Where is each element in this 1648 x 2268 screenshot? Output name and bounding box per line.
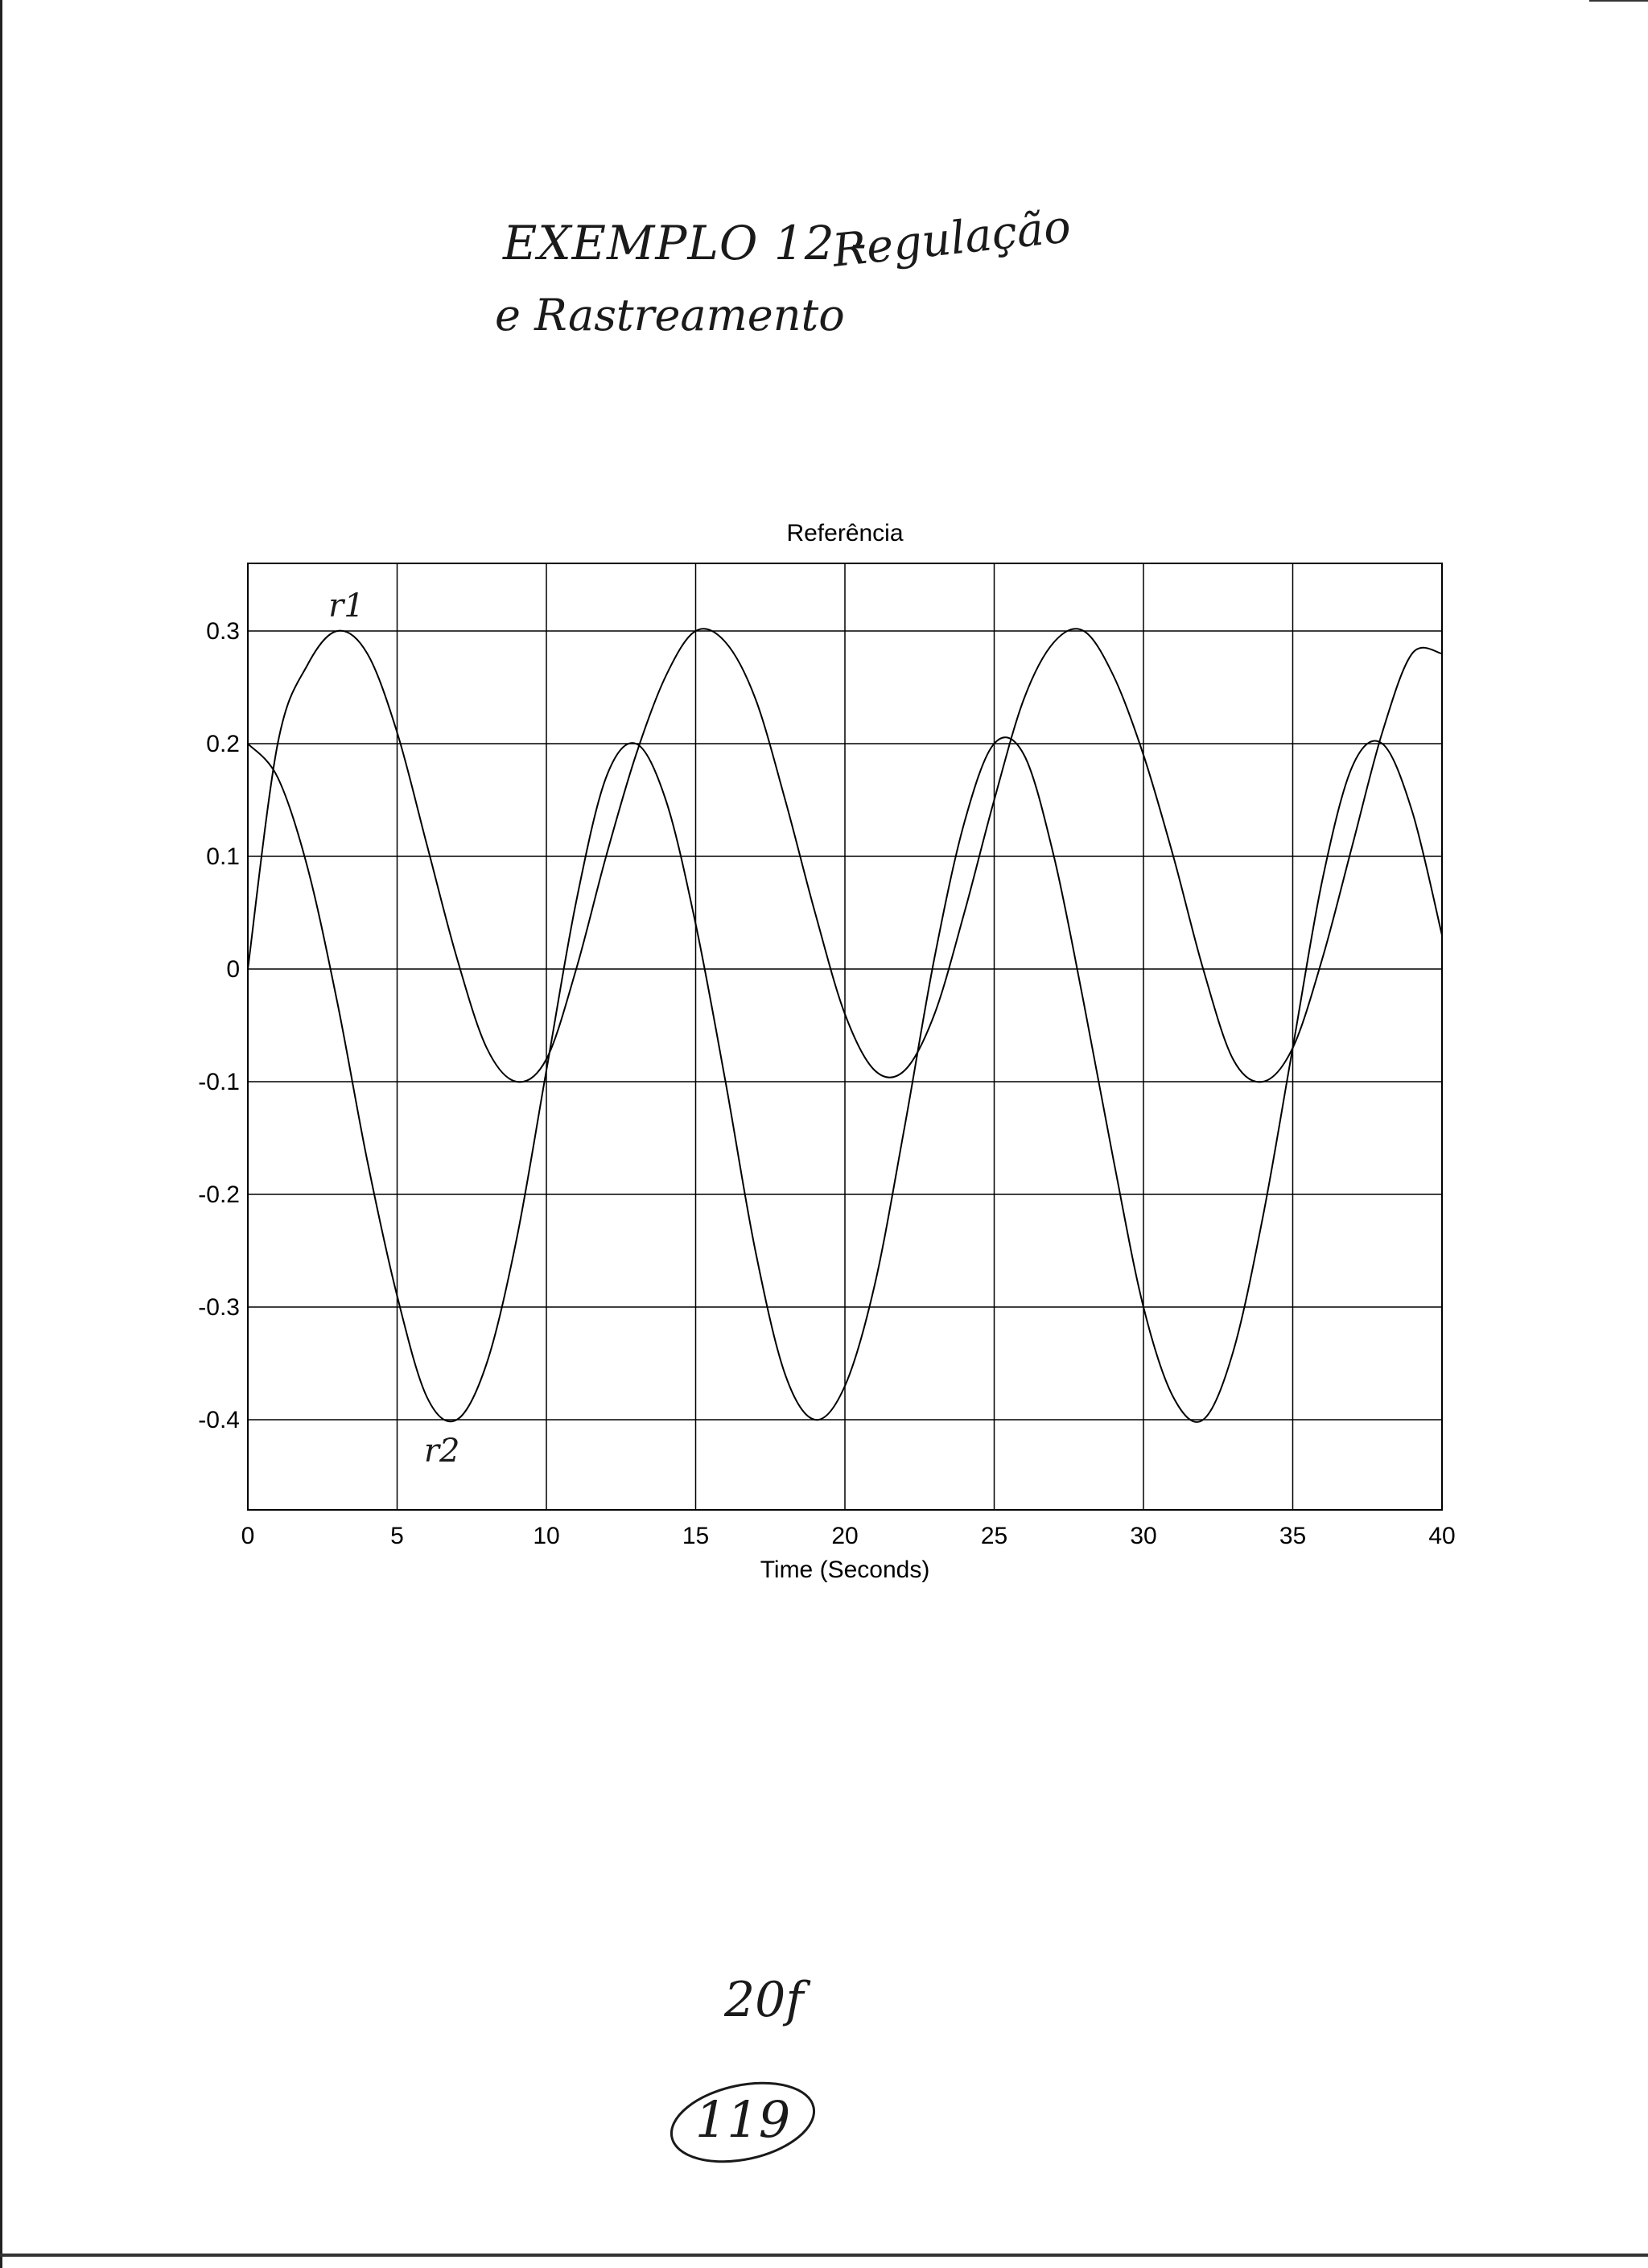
- chart-title: Referência: [786, 520, 904, 546]
- y-tick-label: -0.4: [198, 1407, 240, 1433]
- x-tick-label: 35: [1279, 1523, 1307, 1549]
- stamp-number: 119: [694, 2090, 791, 2149]
- x-tick-label: 10: [533, 1523, 560, 1549]
- series-annotation-r2: r2: [423, 1432, 460, 1470]
- grid-layer: [248, 563, 1442, 1510]
- page-number-stamp: [666, 2080, 819, 2165]
- x-tick-label: 0: [241, 1523, 255, 1549]
- handwritten-heading: EXEMPLO 12 -: [503, 216, 867, 270]
- x-axis-label: Time (Seconds): [760, 1557, 930, 1583]
- x-tick-label: 5: [390, 1523, 404, 1549]
- y-tick-label: 0: [226, 956, 240, 983]
- x-tick-label: 30: [1130, 1523, 1157, 1549]
- y-tick-label: -0.1: [198, 1069, 240, 1095]
- y-tick-label: -0.2: [198, 1181, 240, 1208]
- annotation-layer: [328, 588, 459, 1470]
- y-tick-label: 0.3: [206, 618, 240, 645]
- x-tick-label: 40: [1428, 1523, 1456, 1549]
- handwritten-subheading: e Rastreamento: [495, 290, 845, 340]
- x-tick-label: 15: [682, 1523, 710, 1549]
- x-tick-label: 25: [980, 1523, 1008, 1549]
- y-tick-label: 0.1: [206, 843, 240, 870]
- y-tick-label: -0.3: [198, 1294, 240, 1321]
- y-tick-label: 0.2: [206, 731, 240, 757]
- handwritten-page-note: 20f: [724, 1972, 804, 2028]
- x-tick-label: 20: [831, 1523, 859, 1549]
- series-annotation-r1: r1: [328, 587, 365, 625]
- handwritten-heading-suffix: Regulação: [830, 200, 1073, 278]
- tick-layer: [198, 618, 1455, 1549]
